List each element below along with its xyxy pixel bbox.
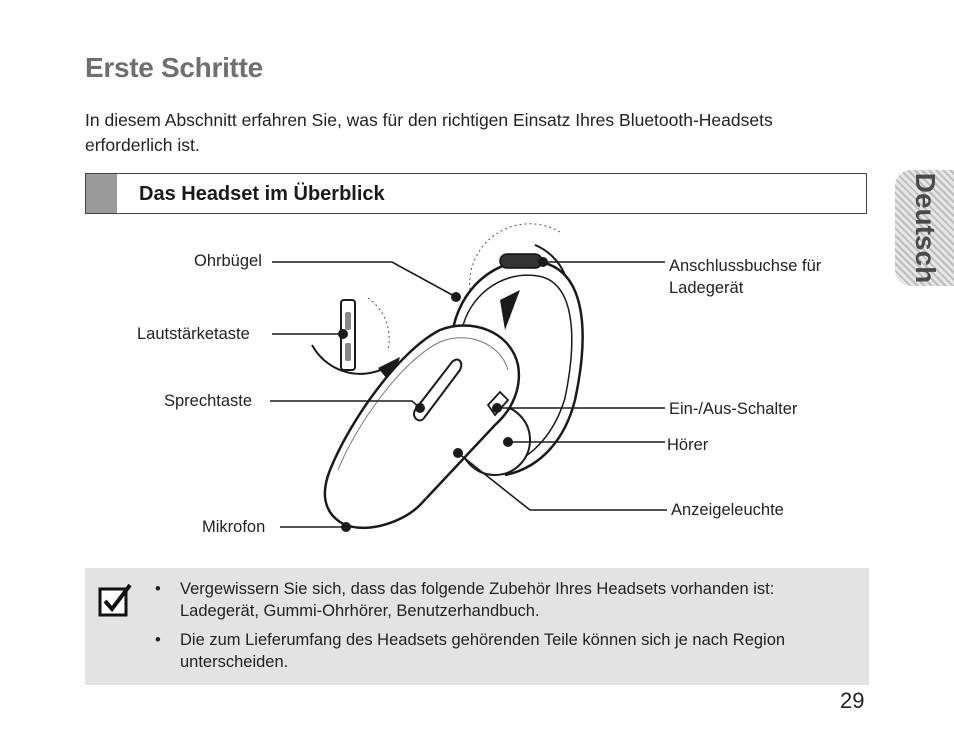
charger-port <box>500 254 542 268</box>
dot-volume <box>338 329 348 339</box>
dot-power <box>492 403 502 413</box>
checkbox-check-icon <box>98 583 132 617</box>
zoom-pointer-top <box>500 290 520 330</box>
dot-ear-hook <box>451 292 461 302</box>
language-tab-label: Deutsch <box>909 172 941 284</box>
dot-indicator <box>453 448 463 458</box>
label-volume-key: Lautstärketaste <box>137 325 250 343</box>
label-talk-key: Sprechtaste <box>164 392 253 410</box>
label-speaker: Hörer <box>667 436 709 454</box>
note-item: • Die zum Lieferumfang des Headsets gehörenden Teile können sich je nach Region unterscheiden. <box>155 631 786 671</box>
note-list <box>155 578 855 680</box>
label-microphone: Mikrofon <box>202 518 266 536</box>
page-title: Erste Schritte <box>85 52 263 83</box>
dot-charger <box>538 257 548 267</box>
note-item: • Vergewissern Sie sich, dass das folgende Zubehör Ihres Headsets vorhanden ist: Ladegerät, Gummi-Ohrhörer, Benutzerhandbuch. <box>155 580 775 620</box>
note-box <box>85 568 869 685</box>
page-number: 29 <box>840 688 865 713</box>
dot-mic <box>341 522 351 532</box>
dot-speaker <box>503 437 513 447</box>
dot-talk <box>415 403 425 413</box>
intro-text: In diesem Abschnitt erfahren Sie, was für den richtigen Einsatz Ihres Bluetooth-Headsets erforderlich ist. <box>85 110 773 155</box>
label-indicator-light: Anzeigeleuchte <box>671 501 784 519</box>
label-power-switch: Ein-/Aus-Schalter <box>669 400 798 418</box>
section-title: Das Headset im Überblick <box>139 183 385 205</box>
label-ear-hook: Ohrbügel <box>194 252 262 270</box>
label-charger-jack: Anschlussbuchse für Ladegerät <box>669 257 822 297</box>
